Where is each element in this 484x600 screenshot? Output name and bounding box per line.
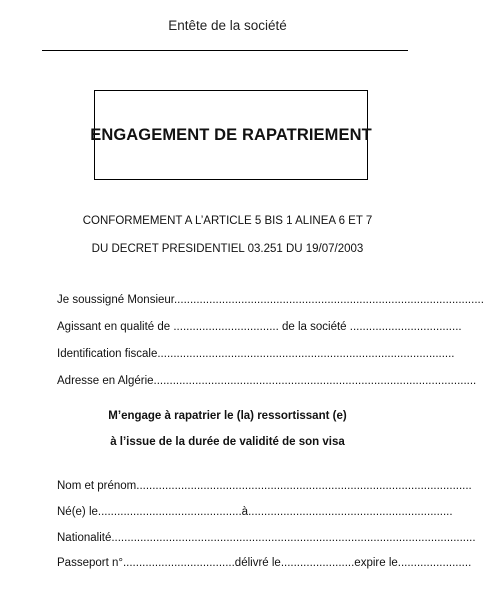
capacity-field: Agissant en qualité de ................................. de la société ................................... (57, 321, 462, 333)
full-name-field: Nom et prénom......................................................................................................... (57, 480, 472, 492)
tax-id-field: Identification fiscale............................................................................................. (57, 348, 455, 360)
legal-reference-line-2: DU DECRET PRESIDENTIEL 03.251 DU 19/07/2003 (91, 243, 364, 255)
title-box (90, 90, 372, 180)
commitment-line-2: à l’issue de la durée de validité de son visa (110, 436, 345, 448)
algeria-address-field: Adresse en Algérie..................................................................................................... (57, 375, 477, 387)
signatory-field: Je soussigné Monsieur................................................................................................. (57, 294, 484, 306)
document-title: ENGAGEMENT DE RAPATRIEMENT (90, 125, 372, 144)
passport-field: Passeport n°...................................délivré le.......................expire le....................... (57, 557, 472, 569)
birth-date-place-field: Né(e) le.............................................à................................................................ (57, 506, 453, 518)
header-divider (42, 50, 408, 51)
nationality-field: Nationalité.................................................................................................................. (57, 532, 476, 544)
legal-reference-line-1: CONFORMEMENT A L’ARTICLE 5 BIS 1 ALINEA 6 ET 7 (82, 215, 373, 227)
company-header: Entête de la société (168, 18, 287, 33)
commitment-line-1: M’engage à rapatrier le (la) ressortissant (e) (108, 410, 347, 422)
